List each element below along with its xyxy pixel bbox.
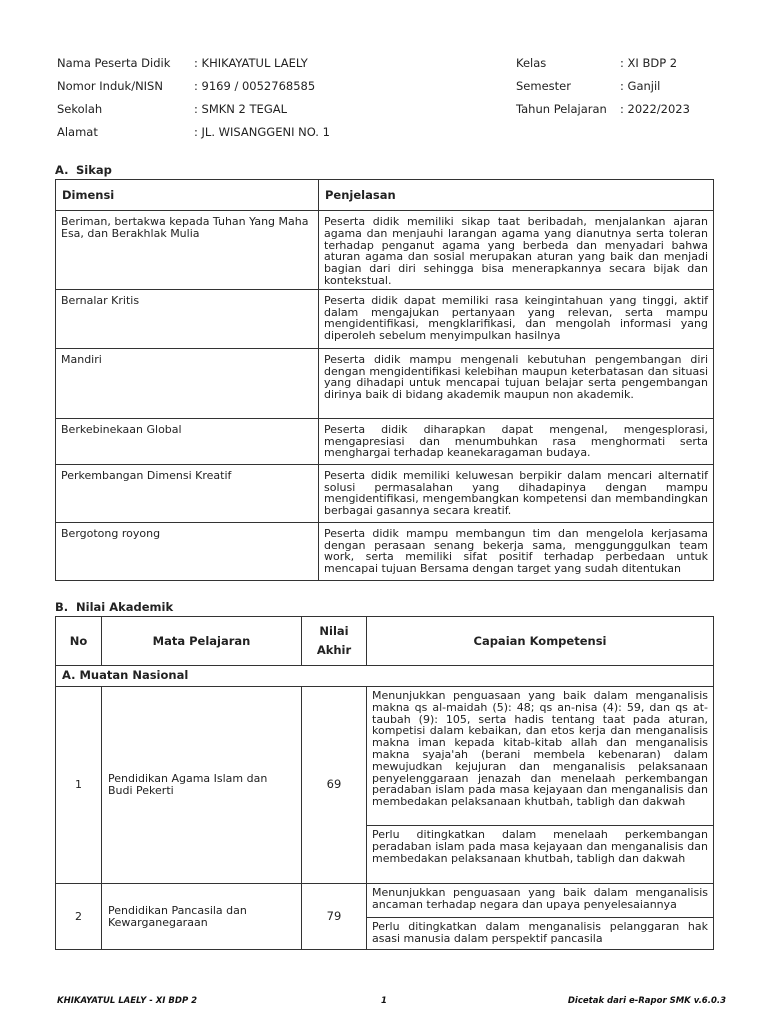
group-label: A. Muatan Nasional xyxy=(56,666,714,687)
subject-name: Pendidikan Pancasila dan Kewarganegaraan xyxy=(102,884,302,950)
penjelasan-cell: Peserta didik mampu mengenali kebutuhan pengembangan diri dengan mengidentifikasi kelebihan maupun keterbatasan dan situasi yang dihadapi untuk mencapai tujuan belajar serta pengembangan dirinya baik di bidang akademik maupun non akademik. xyxy=(319,348,714,418)
capaian-cell: Perlu ditingkatkan dalam menelaah perkembangan peradaban islam pada masa kejayaan dan menganalisis dan membedakan pelaksanaan khutbah, tabligh dan dakwah xyxy=(367,826,714,884)
identity-row-nisn xyxy=(57,75,330,98)
penjelasan-cell: Peserta didik memiliki sikap taat beribadah, menjalankan ajaran agama dan menjauhi larangan agama yang dianutnya serta toleran terhadap penganut agama yang berbeda dan menyadari bahwa aturan agama dan sosial merupakan aturan yang baik dan menjadi bagian dari diri sehingga bisa menerapkannya secara bijak dan kontekstual. xyxy=(319,211,714,290)
dimensi-cell: Bernalar Kritis xyxy=(56,289,319,348)
identity-label: Nama Peserta Didik xyxy=(57,56,171,70)
section-label: Sikap xyxy=(76,163,112,177)
identity-value: : SMKN 2 TEGAL xyxy=(194,102,287,116)
identity-value: : KHIKAYATUL LAELY xyxy=(194,56,308,70)
column-header-dimensi: Dimensi xyxy=(56,180,319,211)
column-header-no: No xyxy=(56,617,102,666)
section-number: A. xyxy=(55,163,69,177)
column-header-capaian: Capaian Kompetensi xyxy=(367,617,714,666)
student-identity-left xyxy=(57,52,330,144)
header-line: Akhir xyxy=(316,643,352,657)
penjelasan-cell: Peserta didik diharapkan dapat mengenal, mengesplorasi, mengapresiasi dan menumbuhkan rasa menghormati serta menghargai terhadap keanekaragaman budaya. xyxy=(319,418,714,464)
table-row xyxy=(56,884,714,918)
subject-number: 1 xyxy=(56,687,102,884)
identity-label: Alamat xyxy=(57,125,98,139)
sikap-table xyxy=(55,179,714,581)
capaian-cell: Menunjukkan penguasaan yang baik dalam menganalisis ancaman terhadap negara dan upaya penyelesaiannya xyxy=(367,884,714,918)
table-row xyxy=(56,289,714,348)
identity-row-semester xyxy=(516,75,690,98)
group-row xyxy=(56,666,714,687)
column-header-nilai xyxy=(302,617,367,666)
identity-row-alamat xyxy=(57,121,330,144)
table-row xyxy=(56,522,714,580)
footer-student: KHIKAYATUL LAELY - XI BDP 2 xyxy=(57,996,198,1006)
identity-value: : Ganjil xyxy=(620,79,661,93)
identity-label: Nomor Induk/NISN xyxy=(57,79,163,93)
identity-label: Sekolah xyxy=(57,102,103,116)
subject-score: 79 xyxy=(302,884,367,950)
subject-score: 69 xyxy=(302,687,367,884)
table-row xyxy=(56,687,714,826)
section-title-nilai xyxy=(55,600,173,614)
dimensi-cell: Berkebinekaan Global xyxy=(56,418,319,464)
identity-label: Tahun Pelajaran xyxy=(516,102,607,116)
table-row xyxy=(56,464,714,522)
section-title-sikap xyxy=(55,163,112,177)
table-header-row xyxy=(56,617,714,666)
identity-row-tahun xyxy=(516,98,690,121)
identity-label: Semester xyxy=(516,79,571,93)
identity-row-nama xyxy=(57,52,330,75)
footer-page-number: 1 xyxy=(381,996,387,1006)
identity-value: : 2022/2023 xyxy=(620,102,690,116)
nilai-table xyxy=(55,616,714,950)
dimensi-cell: Bergotong royong xyxy=(56,522,319,580)
dimensi-cell: Beriman, bertakwa kepada Tuhan Yang Maha Esa, dan Berakhlak Mulia xyxy=(56,211,319,290)
section-number: B. xyxy=(55,600,69,614)
header-line: Nilai xyxy=(319,624,349,638)
penjelasan-cell: Peserta didik dapat memiliki rasa keingintahuan yang tinggi, aktif dalam mengajukan pertanyaan yang relevan, serta mampu mengidentifikasi, mengklarifikasi, dan mengolah informasi yang diperoleh sebelum menyimpulkan hasilnya xyxy=(319,289,714,348)
capaian-cell: Menunjukkan penguasaan yang baik dalam menganalisis makna qs al-maidah (5): 48; qs an-nisa (4): 59, dan qs at-taubah (9): 105, serta hadis tentang taat pada aturan, kompetisi dalam kebaikan, dan etos kerja dan menganalisis makna iman kepada kitab-kitab allah dan menganalisis makna syaja'ah (berani membela kebenaran) dalam mewujudkan kejujuran dan menganalisis pelaksanaan penyelenggaraan jenazah dan menelaah perkembangan peradaban islam pada masa kejayaan dan menganalisis dan membedakan pelaksanaan khutbah, tabligh dan dakwah xyxy=(367,687,714,826)
section-label: Nilai Akademik xyxy=(76,600,174,614)
penjelasan-cell: Peserta didik mampu membangun tim dan mengelola kerjasama dengan perasaan senang bekerja sama, menggunggulkan team work, serta memiliki sifat positif terhadap perbedaan untuk mencapai tujuan Bersama dengan target yang sudah ditentukan xyxy=(319,522,714,580)
identity-value: : XI BDP 2 xyxy=(620,56,678,70)
penjelasan-cell: Peserta didik memiliki keluwesan berpikir dalam mencari alternatif solusi permasalahan yang dihadapinya dengan mampu mengidentifikasi, mengembangkan kompetensi dan membandingkan berbagai gasannya secara kreatif. xyxy=(319,464,714,522)
table-row xyxy=(56,418,714,464)
identity-row-sekolah xyxy=(57,98,330,121)
dimensi-cell: Perkembangan Dimensi Kreatif xyxy=(56,464,319,522)
table-row xyxy=(56,348,714,418)
capaian-cell: Perlu ditingkatkan dalam menganalisis pelanggaran hak asasi manusia dalam perspektif pancasila xyxy=(367,918,714,950)
subject-number: 2 xyxy=(56,884,102,950)
dimensi-cell: Mandiri xyxy=(56,348,319,418)
identity-row-kelas xyxy=(516,52,690,75)
column-header-mapel: Mata Pelajaran xyxy=(102,617,302,666)
subject-name: Pendidikan Agama Islam dan Budi Pekerti xyxy=(102,687,302,884)
table-row xyxy=(56,211,714,290)
table-header-row xyxy=(56,180,714,211)
footer-printed-by: Dicetak dari e-Rapor SMK v.6.0.3 xyxy=(567,996,726,1006)
identity-label: Kelas xyxy=(516,56,547,70)
student-identity-right xyxy=(516,52,690,121)
identity-value: : 9169 / 0052768585 xyxy=(194,79,316,93)
column-header-penjelasan: Penjelasan xyxy=(319,180,714,211)
identity-value: : JL. WISANGGENI NO. 1 xyxy=(194,125,330,139)
